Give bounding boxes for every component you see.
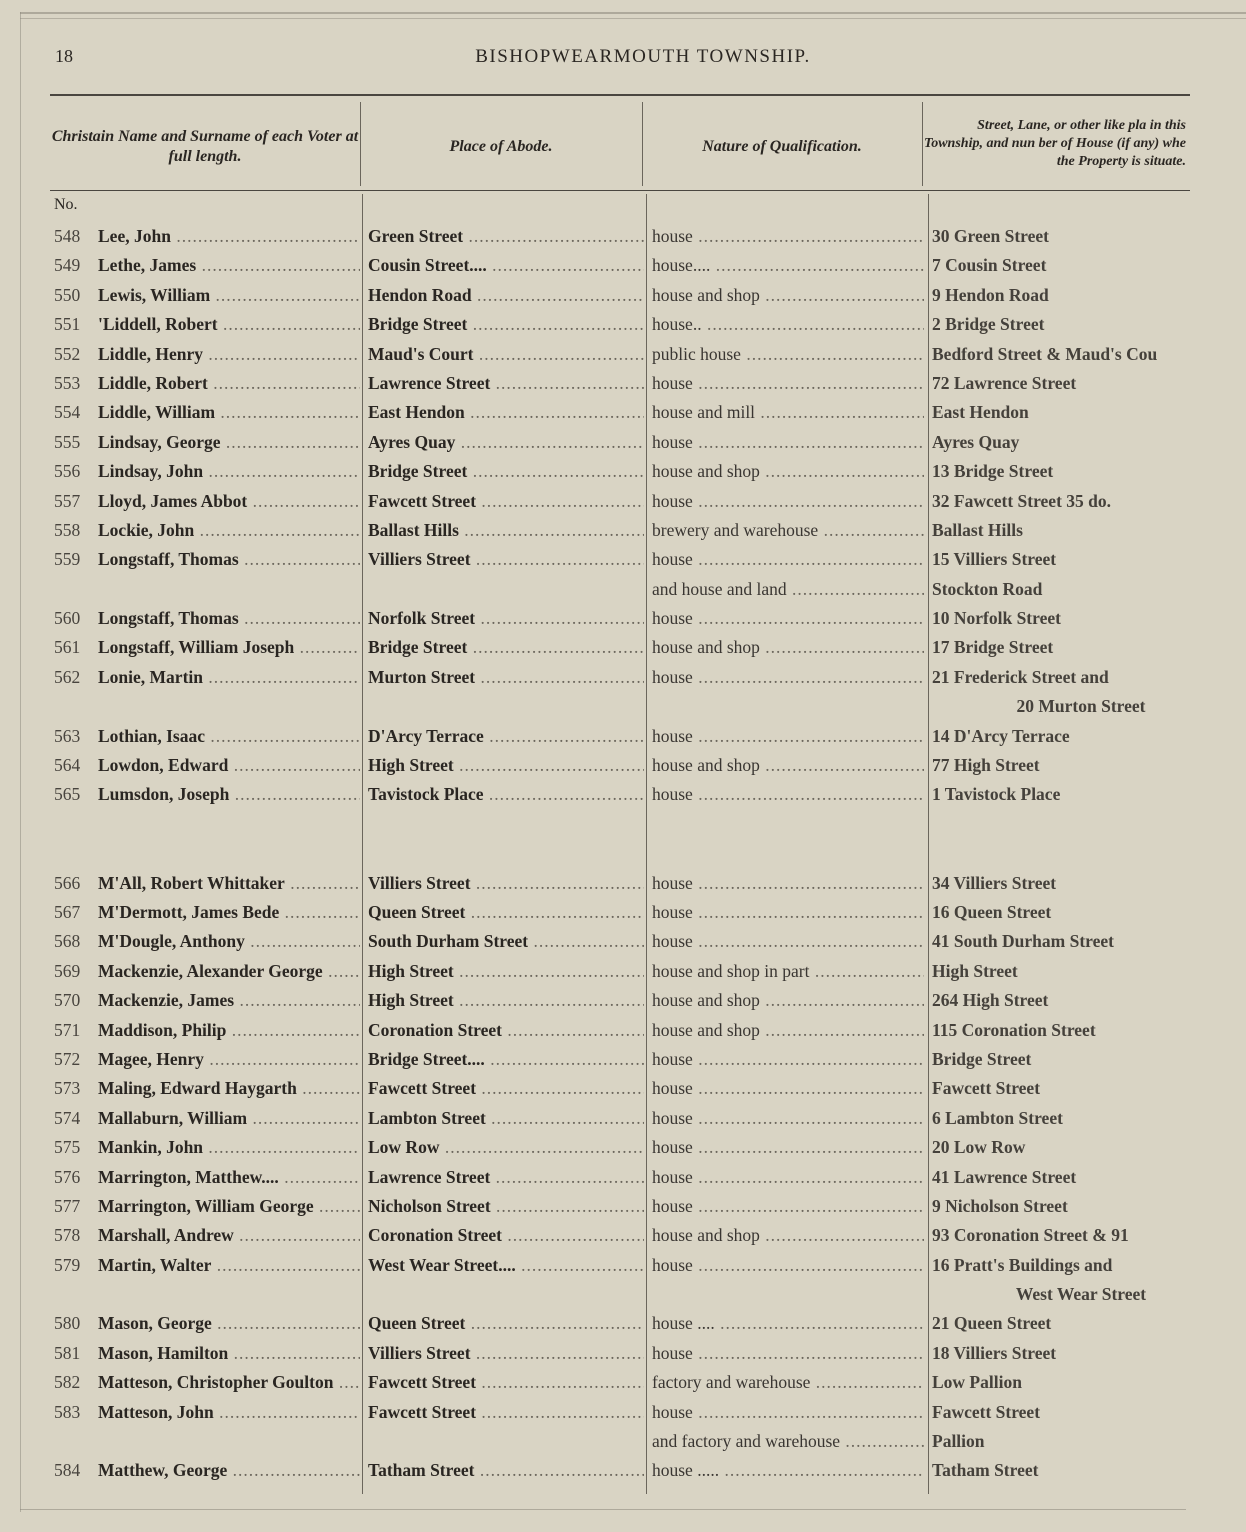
voter-name: Mason, George ..... (98, 1309, 360, 1338)
property-street: Stockton Road (932, 578, 1043, 599)
place-of-abode: Queen Street ..... (368, 898, 644, 927)
table-row (50, 281, 1190, 310)
voter-name (98, 1280, 360, 1309)
voter-number: 582 (54, 1372, 81, 1393)
qualification: house ..... (652, 663, 924, 692)
qualification: house ..... (652, 1251, 924, 1280)
place-of-abode: Coronation Street ..... (368, 1016, 644, 1045)
voter-name: Liddle, Henry ..... (98, 340, 360, 369)
place-of-abode: West Wear Street.... ..... (368, 1251, 644, 1280)
place-of-abode: Hendon Road ..... (368, 281, 644, 310)
voter-number: 573 (54, 1078, 81, 1099)
place-of-abode: Bridge Street ..... (368, 457, 644, 486)
table-row (50, 369, 1190, 398)
property-street: 20 Low Row (932, 1137, 1026, 1158)
number-column-label: No. (54, 196, 78, 213)
voter-number: 579 (54, 1254, 81, 1275)
voter-number: 564 (54, 755, 81, 776)
property-street: 30 Green Street (932, 226, 1049, 246)
property-street: 10 Norfolk Street (932, 608, 1061, 629)
voter-number: 563 (54, 725, 81, 746)
voter-name: Lowdon, Edward ..... (98, 751, 360, 780)
table-row (50, 340, 1190, 369)
table-row (50, 516, 1190, 545)
voter-name: Lockie, John ..... (98, 516, 360, 545)
voter-number: 572 (54, 1048, 81, 1069)
property-street: High Street (932, 960, 1018, 981)
voter-name: Marrington, Matthew.... ..... (98, 1163, 360, 1192)
place-of-abode: Bridge Street.... ..... (368, 1045, 644, 1074)
header-divider-3 (922, 102, 923, 186)
property-street: 32 Fawcett Street 35 do. (932, 490, 1111, 511)
qualification: house ..... (652, 722, 924, 751)
place-of-abode: High Street ..... (368, 986, 644, 1015)
voter-number: 567 (54, 901, 81, 922)
place-of-abode: Queen Street ..... (368, 1309, 644, 1338)
qualification: house ..... (652, 1163, 924, 1192)
voter-name: Lindsay, George ..... (98, 428, 360, 457)
voter-number (54, 810, 96, 839)
voter-number: 549 (54, 255, 81, 276)
table-row (50, 751, 1190, 780)
property-street: 41 South Durham Street (932, 931, 1114, 952)
voter-number: 575 (54, 1137, 81, 1158)
voter-name: Mason, Hamilton ..... (98, 1339, 360, 1368)
qualification: brewery and warehouse ..... (652, 516, 924, 545)
table-row (50, 1339, 1190, 1368)
property-street: 264 High Street (932, 990, 1049, 1011)
place-of-abode: Maud's Court ..... (368, 340, 644, 369)
voter-number: 566 (54, 872, 81, 893)
qualification: house ..... (652, 1045, 924, 1074)
voter-name: Liddle, William ..... (98, 398, 360, 427)
table-row (50, 957, 1190, 986)
voter-number: 569 (54, 960, 81, 981)
voter-number: 554 (54, 402, 81, 423)
voter-number: 550 (54, 284, 81, 305)
place-of-abode: Lawrence Street ..... (368, 369, 644, 398)
property-street: 93 Coronation Street & 91 (932, 1225, 1129, 1246)
voter-number: 583 (54, 1401, 81, 1422)
voter-number: 570 (54, 990, 81, 1011)
property-street: Fawcett Street (932, 1078, 1041, 1099)
qualification: house ..... (652, 1104, 924, 1133)
qualification: house ..... (652, 428, 924, 457)
place-of-abode: Bridge Street ..... (368, 310, 644, 339)
property-street: 17 Bridge Street (932, 637, 1054, 658)
voter-number: 576 (54, 1166, 81, 1187)
qualification (652, 1280, 924, 1309)
table-row (50, 310, 1190, 339)
table-row (50, 1163, 1190, 1192)
qualification: factory and warehouse ..... (652, 1368, 924, 1397)
table-row (50, 1251, 1190, 1280)
voter-number: 548 (54, 226, 81, 246)
place-of-abode: Bridge Street ..... (368, 633, 644, 662)
qualification: house ..... (652, 780, 924, 809)
voter-number: 578 (54, 1225, 81, 1246)
table-row (50, 222, 1190, 251)
place-of-abode: Fawcett Street ..... (368, 487, 644, 516)
qualification: house.... ..... (652, 251, 924, 280)
table-row (50, 604, 1190, 633)
place-of-abode: Coronation Street ..... (368, 1221, 644, 1250)
voter-number: 559 (54, 549, 81, 570)
table-row (50, 810, 1190, 839)
table-row (50, 1133, 1190, 1162)
voter-number: 571 (54, 1019, 81, 1040)
voter-name: Lewis, William ..... (98, 281, 360, 310)
table-row (50, 428, 1190, 457)
voter-number: 581 (54, 1342, 81, 1363)
voter-name: Matteson, John ..... (98, 1398, 360, 1427)
voter-name: Longstaff, Thomas ..... (98, 545, 360, 574)
property-street: 34 Villiers Street (932, 872, 1057, 893)
qualification: public house ..... (652, 340, 924, 369)
qualification: house ..... (652, 222, 924, 251)
voter-number: 558 (54, 519, 81, 540)
voter-number (54, 1280, 96, 1309)
place-of-abode: Nicholson Street ..... (368, 1192, 644, 1221)
voter-name: M'Dougle, Anthony ..... (98, 927, 360, 956)
qualification: house ..... (652, 1192, 924, 1221)
page-edge-top-inner (20, 18, 1246, 19)
voter-name: Marrington, William George ..... (98, 1192, 360, 1221)
voter-number (54, 692, 96, 721)
voter-name: 'Liddell, Robert ..... (98, 310, 360, 339)
table-row (50, 457, 1190, 486)
property-street: 7 Cousin Street (932, 255, 1047, 276)
voter-number (54, 1427, 96, 1456)
property-street: Bridge Street (932, 1048, 1032, 1069)
qualification: house ..... (652, 487, 924, 516)
table-row (50, 780, 1190, 809)
table-row (50, 663, 1190, 692)
qualification (652, 839, 924, 868)
qualification: house and shop ..... (652, 281, 924, 310)
place-of-abode: Villiers Street ..... (368, 545, 644, 574)
voter-name: Lumsdon, Joseph ..... (98, 780, 360, 809)
place-of-abode: Ballast Hills ..... (368, 516, 644, 545)
voter-number: 557 (54, 490, 81, 511)
voter-name: Lloyd, James Abbot ..... (98, 487, 360, 516)
place-of-abode: East Hendon ..... (368, 398, 644, 427)
place-of-abode: Ayres Quay ..... (368, 428, 644, 457)
table-row (50, 251, 1190, 280)
voter-number: 565 (54, 784, 81, 805)
qualification: and house and land ..... (652, 575, 924, 604)
voter-number: 584 (54, 1460, 81, 1481)
table-row (50, 1074, 1190, 1103)
property-street: 16 Pratt's Buildings and (932, 1254, 1113, 1275)
place-of-abode: Fawcett Street ..... (368, 1368, 644, 1397)
voter-number: 561 (54, 637, 81, 658)
voter-name: Longstaff, William Joseph ..... (98, 633, 360, 662)
table-row (50, 869, 1190, 898)
voter-number: 553 (54, 372, 81, 393)
register-rows (50, 222, 1190, 1486)
page-edge-top (20, 12, 1246, 14)
qualification: house ..... (652, 1074, 924, 1103)
table-top-rule (50, 94, 1190, 96)
qualification (652, 810, 924, 839)
qualification: house and shop in part ..... (652, 957, 924, 986)
place-of-abode (368, 1280, 644, 1309)
header-street-of-property: Street, Lane, or other like pla in this Township, and nun ber of House (if any) whe the Property is situate. (923, 118, 1186, 169)
property-street: Tatham Street (932, 1460, 1039, 1481)
table-row (50, 1398, 1190, 1427)
place-of-abode: Murton Street ..... (368, 663, 644, 692)
table-row (50, 575, 1190, 604)
voter-name: Longstaff, Thomas ..... (98, 604, 360, 633)
header-place-of-abode: Place of Abode. (449, 138, 553, 155)
voter-name: Mallaburn, William ..... (98, 1104, 360, 1133)
property-street: Low Pallion (932, 1372, 1022, 1393)
property-street: Pallion (932, 1431, 985, 1452)
place-of-abode: Lawrence Street ..... (368, 1163, 644, 1192)
place-of-abode (368, 575, 644, 604)
table-row (50, 1456, 1190, 1485)
place-of-abode: Fawcett Street ..... (368, 1074, 644, 1103)
qualification: house and mill ..... (652, 398, 924, 427)
place-of-abode (368, 692, 644, 721)
qualification: house and shop ..... (652, 633, 924, 662)
table-row (50, 927, 1190, 956)
voter-name: Magee, Henry ..... (98, 1045, 360, 1074)
property-street: Ayres Quay (932, 431, 1020, 452)
table-row (50, 986, 1190, 1015)
voter-number (54, 575, 96, 604)
voter-number: 580 (54, 1313, 81, 1334)
voter-name: Mackenzie, Alexander George ..... (98, 957, 360, 986)
qualification: and factory and warehouse ..... (652, 1427, 924, 1456)
property-street: 15 Villiers Street (932, 549, 1057, 570)
voter-name: Lindsay, John ..... (98, 457, 360, 486)
voter-number: 555 (54, 431, 81, 452)
property-street: 13 Bridge Street (932, 461, 1054, 482)
voter-number: 568 (54, 931, 81, 952)
voter-name: Mackenzie, James ..... (98, 986, 360, 1015)
page-edge-bottom (20, 1509, 1186, 1510)
voter-name: Lothian, Isaac ..... (98, 722, 360, 751)
qualification: house and shop ..... (652, 1016, 924, 1045)
place-of-abode: Tatham Street ..... (368, 1456, 644, 1485)
table-row (50, 1045, 1190, 1074)
voter-name (98, 575, 360, 604)
table-row (50, 398, 1190, 427)
table-row (50, 1016, 1190, 1045)
voter-name: Mankin, John ..... (98, 1133, 360, 1162)
voter-number: 551 (54, 314, 81, 335)
voter-name (98, 692, 360, 721)
property-street: 18 Villiers Street (932, 1342, 1057, 1363)
header-nature-of-qualification: Nature of Qualification. (702, 138, 862, 155)
qualification: house ..... (652, 604, 924, 633)
voter-name: Matthew, George ..... (98, 1456, 360, 1485)
place-of-abode: Tavistock Place ..... (368, 780, 644, 809)
property-street: 115 Coronation Street (932, 1019, 1096, 1040)
property-street: 77 High Street (932, 755, 1040, 776)
table-row (50, 1192, 1190, 1221)
property-street: 72 Lawrence Street (932, 372, 1077, 393)
voter-number: 574 (54, 1107, 81, 1128)
table-row (50, 633, 1190, 662)
place-of-abode: South Durham Street ..... (368, 927, 644, 956)
table-row (50, 1104, 1190, 1133)
qualification: house and shop ..... (652, 986, 924, 1015)
qualification (652, 692, 924, 721)
property-street: Bedford Street & Maud's Cou (932, 343, 1158, 364)
qualification: house and shop ..... (652, 751, 924, 780)
voter-number: 562 (54, 666, 81, 687)
place-of-abode: Cousin Street.... ..... (368, 251, 644, 280)
property-street: 14 D'Arcy Terrace (932, 725, 1070, 746)
qualification: house ..... (652, 869, 924, 898)
table-row (50, 692, 1190, 721)
table-row (50, 1309, 1190, 1338)
property-street: 21 Frederick Street and (932, 666, 1109, 687)
voter-number: 556 (54, 461, 81, 482)
place-of-abode: Norfolk Street ..... (368, 604, 644, 633)
place-of-abode: Villiers Street ..... (368, 869, 644, 898)
property-street: 1 Tavistock Place (932, 784, 1061, 805)
property-street (932, 839, 1190, 868)
property-street: Fawcett Street (932, 1401, 1041, 1422)
voter-name: Lonie, Martin ..... (98, 663, 360, 692)
voter-name (98, 839, 360, 868)
qualification: house ..... (652, 1398, 924, 1427)
voter-name: Lethe, James ..... (98, 251, 360, 280)
voter-name: Maling, Edward Haygarth ..... (98, 1074, 360, 1103)
property-street: 9 Nicholson Street (932, 1195, 1068, 1216)
voter-number: 560 (54, 608, 81, 629)
property-street: 2 Bridge Street (932, 314, 1045, 335)
voter-name (98, 1427, 360, 1456)
place-of-abode: Fawcett Street ..... (368, 1398, 644, 1427)
qualification: house.. ..... (652, 310, 924, 339)
property-street: West Wear Street (1015, 1284, 1147, 1305)
voter-number: 577 (54, 1195, 81, 1216)
qualification: house ..... (652, 545, 924, 574)
voter-name: Liddle, Robert ..... (98, 369, 360, 398)
qualification: house ..... (652, 898, 924, 927)
place-of-abode (368, 810, 644, 839)
table-row (50, 545, 1190, 574)
table-row (50, 722, 1190, 751)
qualification: house and shop ..... (652, 1221, 924, 1250)
qualification: house ..... (652, 1133, 924, 1162)
voter-name: M'Dermott, James Bede ..... (98, 898, 360, 927)
table-row (50, 487, 1190, 516)
page-number: 18 (55, 46, 73, 66)
property-street (932, 810, 1190, 839)
qualification: house ..... (652, 1339, 924, 1368)
table-row (50, 1427, 1190, 1456)
voter-number (54, 839, 96, 868)
voter-name: Matteson, Christopher Goulton ..... (98, 1368, 360, 1397)
place-of-abode: Low Row ..... (368, 1133, 644, 1162)
place-of-abode: Green Street ..... (368, 222, 644, 251)
voter-number: 552 (54, 343, 81, 364)
place-of-abode (368, 1427, 644, 1456)
voter-name: Martin, Walter ..... (98, 1251, 360, 1280)
place-of-abode: High Street ..... (368, 751, 644, 780)
table-row (50, 1221, 1190, 1250)
qualification: house ..... (652, 927, 924, 956)
header-voter-name: Christain Name and Surname of each Voter at full length. (51, 128, 359, 165)
place-of-abode: Villiers Street ..... (368, 1339, 644, 1368)
property-street: 20 Murton Street (1016, 696, 1146, 717)
place-of-abode (368, 839, 644, 868)
voter-name: Maddison, Philip ..... (98, 1016, 360, 1045)
page-title: BISHOPWEARMOUTH TOWNSHIP. (475, 46, 811, 67)
property-street: East Hendon (932, 402, 1029, 423)
qualification: house .... ..... (652, 1309, 924, 1338)
voter-name (98, 810, 360, 839)
page-edge-left (20, 12, 21, 1512)
property-street: 16 Queen Street (932, 901, 1052, 922)
table-row (50, 839, 1190, 868)
header-divider-2 (642, 102, 643, 186)
property-street: 6 Lambton Street (932, 1107, 1063, 1128)
property-street: 41 Lawrence Street (932, 1166, 1077, 1187)
table-row (50, 1280, 1190, 1309)
voter-name: Lee, John ..... (98, 222, 360, 251)
voter-name: Marshall, Andrew ..... (98, 1221, 360, 1250)
qualification: house ..... (652, 369, 924, 398)
place-of-abode: D'Arcy Terrace ..... (368, 722, 644, 751)
qualification: house ..... ..... (652, 1456, 924, 1485)
property-street: 21 Queen Street (932, 1313, 1052, 1334)
property-street: Ballast Hills (932, 519, 1023, 540)
qualification: house and shop ..... (652, 457, 924, 486)
place-of-abode: Lambton Street ..... (368, 1104, 644, 1133)
table-row (50, 898, 1190, 927)
property-street: 9 Hendon Road (932, 284, 1049, 305)
header-divider-1 (360, 102, 361, 186)
header-bottom-rule (50, 190, 1190, 191)
place-of-abode: High Street ..... (368, 957, 644, 986)
voter-name: M'All, Robert Whittaker ..... (98, 869, 360, 898)
table-row (50, 1368, 1190, 1397)
